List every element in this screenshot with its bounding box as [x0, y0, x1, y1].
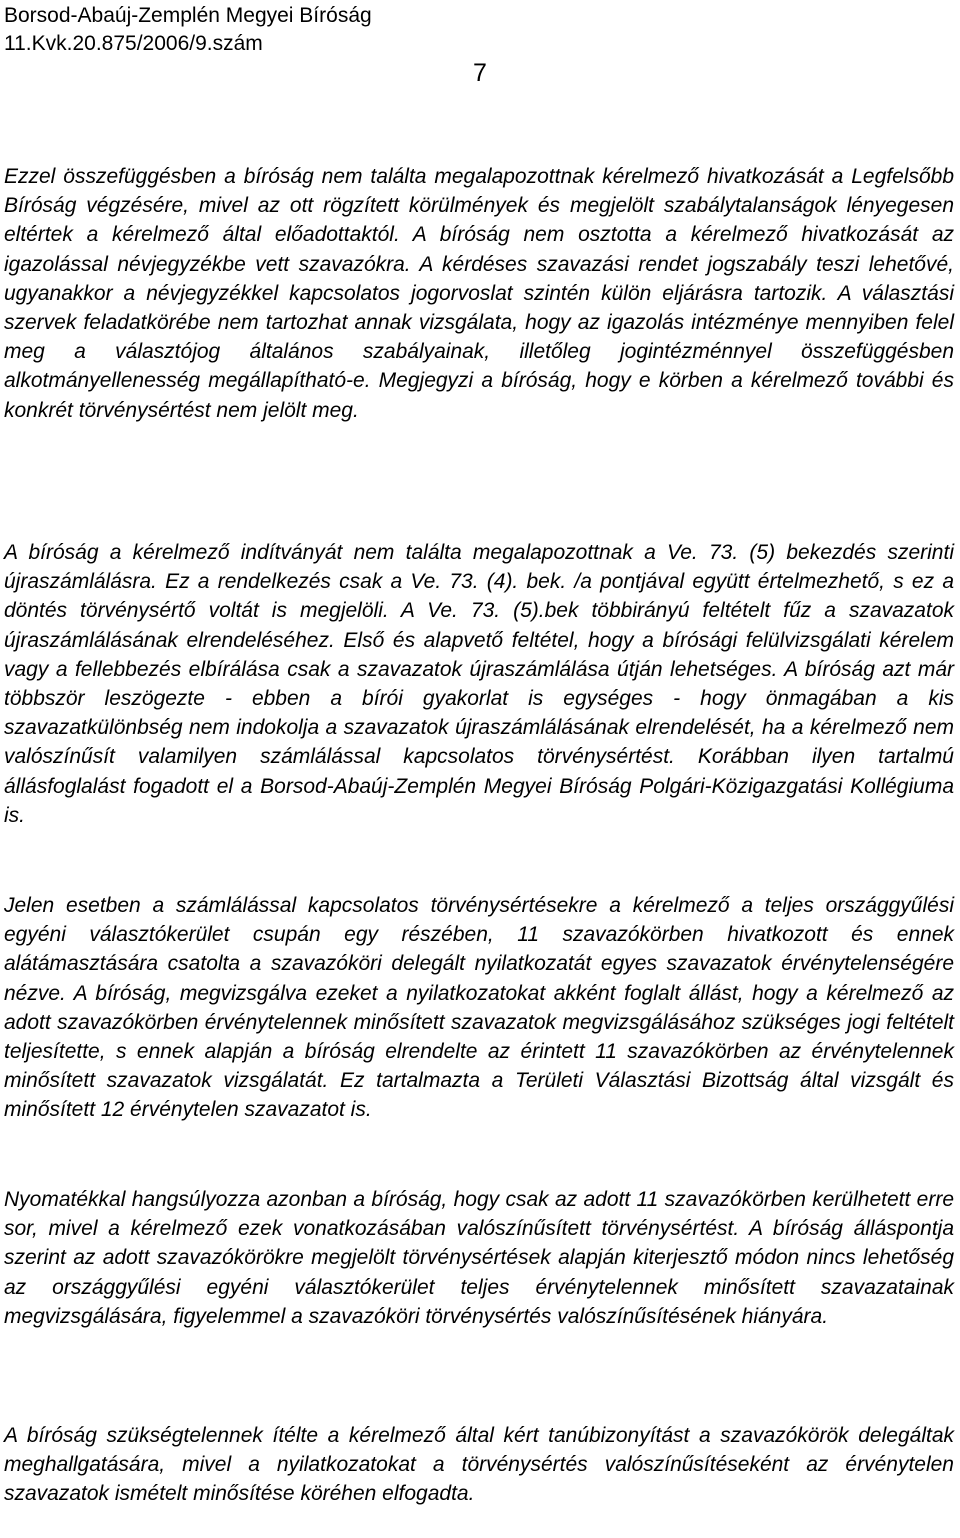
paragraph-5: A bíróság szükségtelennek ítélte a kérelmező által kért tanúbizonyítást a szavazókörök delegáltak meghallgatására, mivel a nyilatkozatokat a törvénysértés valószínűsítéseként az érvénytelen szavazatok ismételt minősítése köréhen elfogadta.: [4, 1424, 954, 1506]
paragraph-1: Ezzel összefüggésben a bíróság nem találta megalapozottnak kérelmező hivatkozását a Legfelsőbb Bíróság végzésére, mivel az ott rögzített körülmények és megjelölt szabálytalanságok lényegesen eltértek a kérelmező által előadottaktól. A bíróság nem osztotta a kérelmező hivatkozását az igazolással névjegyzékbe vett szavazókra. A kérdéses szavazási rendet jogszabály teszi lehetővé, ugyanakkor a névjegyzékkel kapcsolatos jogorvoslat szintén külön eljárásra tartozik. A választási szervek feladatkörébe nem tartozhat annak vizsgálata, hogy az igazolás intézménye mennyiben felel meg a választójog általános szabályainak, illetőleg jogintézménnyel összefüggésben alkotmányellenesség megállapítható-e. Megjegyzi a bíróság, hogy e körben a kérelmező további és konkrét törvénysértést nem jelölt meg.: [4, 165, 954, 422]
document-header: [4, 2, 372, 58]
paragraph-2: A bíróság a kérelmező indítványát nem találta megalapozottnak a Ve. 73. (5) bekezdés szerinti újraszámlálásra. Ez a rendelkezés csak a Ve. 73. (4). bek. /a pontjával együtt értelmezhető, s ez a döntés törvénysértő voltát is megjelöli. A Ve. 73. (5).bek többirányú feltételt fűz a szavazatok újraszámlálásának elrendeléséhez. Első és alapvető feltétel, hogy a bírósági felülvizsgálati kérelem vagy a fellebbezés elbírálása csak a szavazatok újraszámlálása útján lehetséges. A bíróság azt már többször leszögezte - ebben a bírói gyakorlat is egységes - hogy önmagában a kis szavazatkülönbség nem indokolja a szavazatok újraszámlálásának elrendelését, ha a kérelmező nem valószínűsít valamilyen számlálással kapcsolatos törvénysértést. Korábban ilyen tartalmú állásfoglalást fogadott el a Borsod-Abaúj-Zemplén Megyei Bíróság Polgári-Közigazgatási Kollégiuma is.: [4, 541, 954, 827]
page-number: 7: [473, 59, 487, 87]
paragraph-3: Jelen esetben a számlálással kapcsolatos törvénysértésekre a kérelmező a teljes országgyűlési egyéni választókerület csupán egy részében, 11 szavazókörben hivatkozott és ennek alátámasztására csatolta a szavazóköri delegált nyilatkozatát egyes szavazatok érvénytelenségére nézve. A bíróság, megvizsgálva ezeket a nyilatkozatokat akként foglalt állást, hogy a kérelmező az adott szavazókörben érvénytelennek minősített szavazatok megvizsgálásához szükséges jogi feltételt teljesítette, s ennek alapján a bíróság elrendelte az érintett 11 szavazókörben az érvénytelennek minősített szavazatok vizsgálatát. Ez tartalmazta a Területi Választási Bizottság által vizsgált és minősített 12 érvénytelen szavazatot is.: [4, 894, 954, 1122]
case-number: 11.Kvk.20.875/2006/9.szám: [4, 32, 263, 55]
paragraph-4: Nyomatékkal hangsúlyozza azonban a bíróság, hogy csak az adott 11 szavazókörben kerülhetett erre sor, mivel a kérelmező ezek vonatkozásában valószínűsített törvénysértést. A bíróság álláspontja szerint az adott szavazókörökre megjelölt törvénysértések alapján kiterjesztő módon nincs lehetőség az országgyűlési egyéni választókerület teljes érvénytelennek minősített szavazatainak megvizsgálására, figyelemmel a szavazóköri törvénysértés valószínűsítésének hiányára.: [4, 1188, 954, 1328]
court-name: Borsod-Abaúj-Zemplén Megyei Bíróság: [4, 4, 372, 27]
